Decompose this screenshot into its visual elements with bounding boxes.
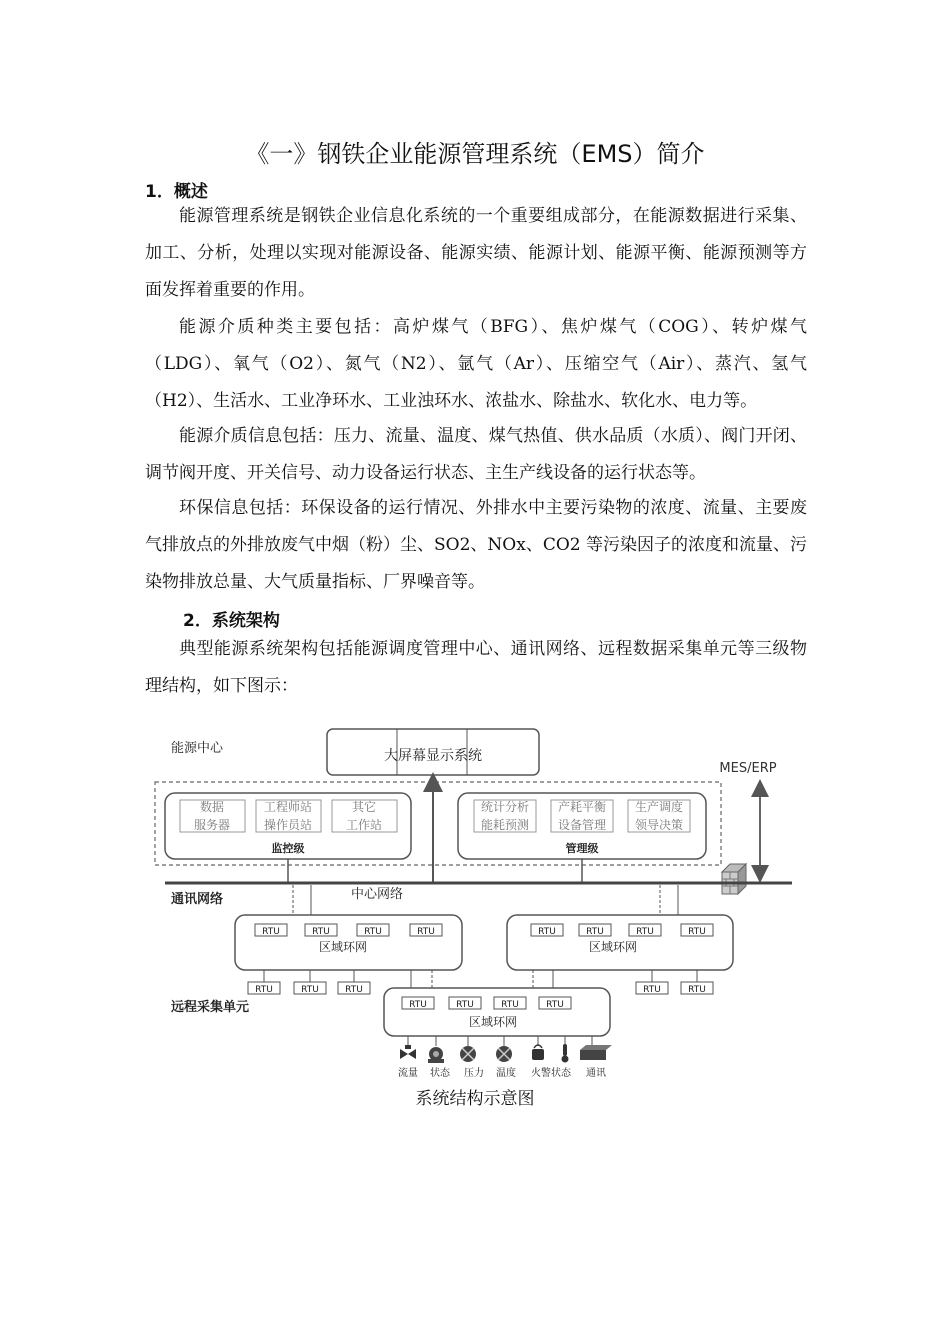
rtu-row-left-bottom <box>248 970 370 995</box>
figure-caption: 系统结构示意图 <box>415 1089 535 1109</box>
regional-ring-right <box>507 915 733 970</box>
fire-alarm-icon <box>532 1045 544 1060</box>
communication-device-icon <box>580 1045 612 1060</box>
rtu-label: RTU <box>312 927 330 937</box>
rtu-label: RTU <box>345 985 363 995</box>
rtu-label: RTU <box>643 985 661 995</box>
rtu-label: RTU <box>364 927 382 937</box>
label-energy-center: 能源中心 <box>171 741 224 756</box>
big-screen-box <box>327 729 539 775</box>
manage-box-2-line-2: 设备管理 <box>557 818 607 832</box>
firewall-icon <box>722 864 746 894</box>
mes-erp-label: MES/ERP <box>719 761 777 776</box>
rtu-label: RTU <box>501 1000 519 1010</box>
sensor-label-flow: 流量 <box>398 1068 418 1079</box>
overview-paragraph-3: 能源介质信息包括：压力、流量、温度、煤气热值、供水品质（水质）、阀门开闭、调节阀开度、开关信号、动力设备运行状态、主生产线设备的运行状态等。 <box>145 426 807 483</box>
rtu-label: RTU <box>456 1000 474 1010</box>
monitor-box-2-line-2: 操作员站 <box>263 818 313 832</box>
monitor-box-3-line-1: 其它 <box>351 800 377 814</box>
document-title: 《一》钢铁企业能源管理系统（EMS）简介 <box>245 140 705 168</box>
monitor-level-group <box>165 793 411 859</box>
ring-label-bottom: 区域环网 <box>468 1015 518 1029</box>
rtu-label: RTU <box>636 927 654 937</box>
manage-box-3-line-1: 生产调度 <box>634 800 684 814</box>
section-1-heading: 1．概述 <box>145 182 208 202</box>
manage-box-1-line-1: 统计分析 <box>480 800 530 814</box>
label-remote-acquisition: 远程采集单元 <box>171 1000 250 1015</box>
sensor-label-fire-status: 火警状态 <box>531 1068 571 1079</box>
status-pump-icon <box>428 1047 444 1063</box>
rtu-label: RTU <box>688 927 706 937</box>
big-screen-label: 大屏幕显示系统 <box>384 748 482 764</box>
sensor-label-pressure: 压力 <box>464 1068 484 1079</box>
temperature-gauge-icon <box>496 1046 512 1062</box>
monitor-box-3-line-2: 工作站 <box>345 818 383 832</box>
management-level-group <box>458 793 706 859</box>
manage-box-1-line-2: 能耗预测 <box>480 818 530 832</box>
rtu-label: RTU <box>301 985 319 995</box>
rtu-label: RTU <box>262 927 280 937</box>
regional-ring-left <box>235 915 462 970</box>
rtu-label: RTU <box>688 985 706 995</box>
architecture-paragraph: 典型能源系统架构包括能源调度管理中心、通讯网络、远程数据采集单元等三级物理结构，如下图示： <box>145 639 807 696</box>
overview-paragraph-4: 环保信息包括：环保设备的运行情况、外排水中主要污染物的浓度、流量、主要废气排放点的外排放废气中烟（粉）尘、SO2、NOx、CO2 等污染因子的浓度和流量、污染物排放总量、大气质量指标、厂界噪音等。 <box>145 498 807 592</box>
rtu-label: RTU <box>546 1000 564 1010</box>
regional-ring-bottom <box>384 988 610 1036</box>
rtu-label: RTU <box>586 927 604 937</box>
rtu-label: RTU <box>538 927 556 937</box>
center-network-label: 中心网络 <box>350 887 404 902</box>
flow-valve-icon <box>400 1045 416 1059</box>
ring-label-right: 区域环网 <box>588 940 638 954</box>
rtu-label: RTU <box>255 985 273 995</box>
manage-box-3-line-2: 领导决策 <box>634 818 684 832</box>
ring-label-left: 区域环网 <box>318 940 368 954</box>
monitor-box-2-line-1: 工程师站 <box>263 800 313 814</box>
monitor-level-label: 监控级 <box>271 842 305 855</box>
overview-paragraph-2: 能源介质种类主要包括：高炉煤气（BFG）、焦炉煤气（COG）、转炉煤气（LDG）、氧气（O2）、氮气（N2）、氩气（Ar）、压缩空气（Air）、蒸汽、氢气（H2）、生活水、工业净环水、工业浊环水、浓盐水、除盐水、软化水、电力等。 <box>145 317 807 411</box>
monitor-box-1-line-2: 服务器 <box>193 818 231 832</box>
status-thermometer-icon <box>562 1044 569 1063</box>
rtu-label: RTU <box>409 1000 427 1010</box>
sensor-label-temperature: 温度 <box>496 1068 516 1079</box>
overview-paragraph-1: 能源管理系统是钢铁企业信息化系统的一个重要组成部分，在能源数据进行采集、加工、分析，处理以实现对能源设备、能源实绩、能源计划、能源平衡、能源预测等方面发挥着重要的作用。 <box>145 206 807 300</box>
rtu-label: RTU <box>417 927 435 937</box>
section-2-heading: 2．系统架构 <box>183 611 280 631</box>
sensor-label-communication: 通讯 <box>586 1068 606 1079</box>
monitor-box-1-line-1: 数据 <box>199 800 225 814</box>
pressure-gauge-icon <box>460 1046 476 1062</box>
sensor-label-status: 状态 <box>430 1068 450 1079</box>
label-communication-network: 通讯网络 <box>171 892 224 907</box>
rtu-row-right-bottom <box>636 970 713 995</box>
manage-box-2-line-1: 产耗平衡 <box>557 800 607 814</box>
management-level-label: 管理级 <box>565 842 599 855</box>
